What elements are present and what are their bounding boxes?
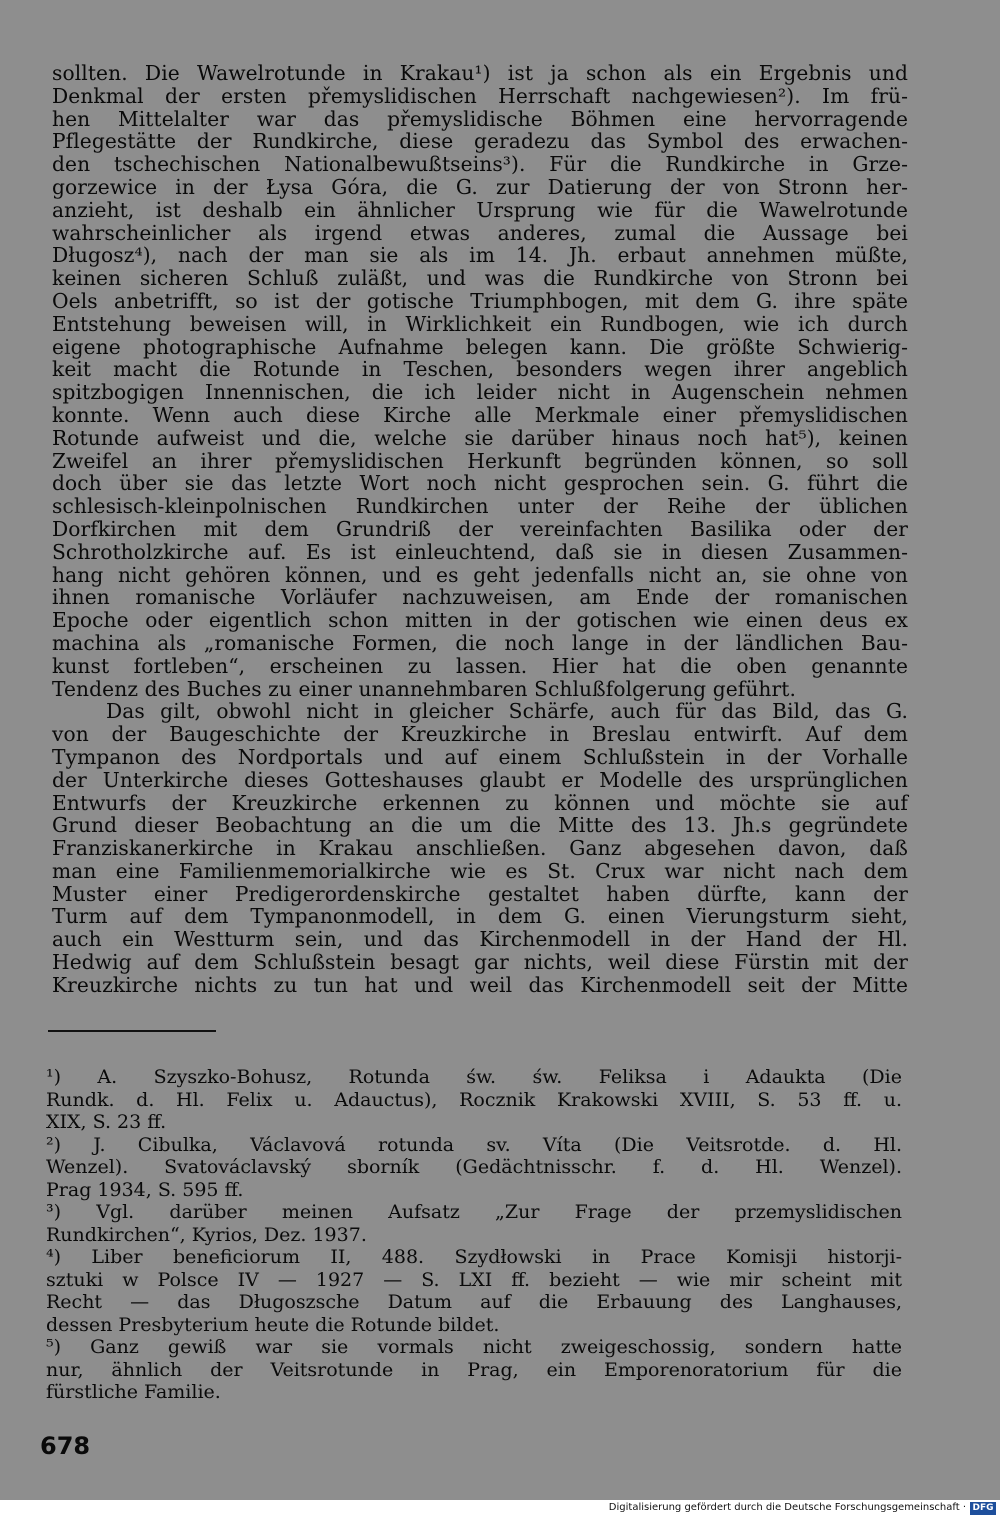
text-line: Entstehung beweisen will, in Wirklichkeit ein Rundbogen, wie ich durch — [52, 311, 908, 336]
text-line: der Unterkirche dieses Gotteshauses glaubt er Modelle des ursprünglichen — [52, 767, 908, 792]
text-line: Muster einer Predigerordenskirche gestaltet haben dürfte, kann der — [52, 881, 908, 906]
footnote-line: ¹) A. Szyszko-Bohusz, Rotunda św. św. Feliksa i Adaukta (Die — [46, 1066, 902, 1088]
text-line: Rotunde aufweist und die, welche sie darüber hinaus noch hat⁵), keinen — [52, 425, 908, 450]
text-line: Turm auf dem Tympanonmodell, in dem G. einen Vierungsturm sieht, — [52, 904, 908, 929]
footnote-line: ⁵) Ganz gewiß war sie vormals nicht zweigeschossig, sondern hatte — [46, 1336, 902, 1358]
footnote-line: Rundk. d. Hl. Felix u. Adauctus), Rocznik Krakowski XVIII, S. 53 ff. u. — [46, 1088, 902, 1111]
dfg-logo-icon: DFG — [970, 1502, 996, 1515]
text-line: ihnen romanische Vorläufer nachzuweisen, am Ende der romanischen — [52, 585, 908, 610]
footnote-line: sztuki w Polsce IV — 1927 — S. LXI ff. bezieht — wie mir scheint mit — [46, 1268, 902, 1291]
footnote-line: Wenzel). Svatováclavský sborník (Gedächtnisschr. f. d. Hl. Wenzel). — [46, 1156, 902, 1178]
footnote-line: ²) J. Cibulka, Václavová rotunda sv. Víta (Die Veitsrotde. d. Hl. — [46, 1133, 902, 1156]
text-line: Długosz⁴), nach der man sie als im 14. Jh. erbaut annehmen müßte, — [52, 243, 908, 268]
text-line: man eine Familienmemorialkirche wie es St. Crux war nicht nach dem — [52, 858, 908, 883]
footnote-line: nur, ähnlich der Veitsrotunde in Prag, ein Emporenoratorium für die — [46, 1358, 902, 1381]
text-line: Tendenz des Buches zu einer unannehmbaren Schlußfolgerung geführt. — [52, 676, 797, 701]
text-line: Hedwig auf dem Schlußstein besagt gar nichts, weil diese Fürstin mit der — [52, 950, 908, 975]
text-line: auch ein Westturm sein, und das Kirchenmodell in der Hand der Hl. — [52, 927, 908, 952]
text-line: Denkmal der ersten přemyslidischen Herrschaft nachgewiesen²). Im frü- — [52, 83, 908, 108]
text-line: doch über sie das letzte Wort noch nicht gesprochen sein. G. führt die — [52, 471, 908, 496]
text-line: den tschechischen Nationalbewußtseins³). Für die Rundkirche in Grze- — [52, 152, 908, 177]
text-line: Epoche oder eigentlich schon mitten in der gotischen wie einen deus ex — [52, 608, 908, 633]
footer-credit-text: Digitalisierung gefördert durch die Deutsche Forschungsgemeinschaft · — [608, 1502, 966, 1513]
text-line: hen Mittelalter war das přemyslidische Böhmen eine hervorragende — [52, 106, 908, 131]
text-line: Pflegestätte der Rundkirche, diese geradezu das Symbol des erwachen- — [52, 129, 908, 154]
text-line: hang nicht gehören können, und es geht jedenfalls nicht an, sie ohne von — [52, 562, 908, 587]
text-line: Dorfkirchen mit dem Grundriß der vereinfachten Basilika oder der — [52, 516, 908, 541]
text-line: eigene photographische Aufnahme belegen kann. Die größte Schwierig- — [52, 334, 908, 359]
text-line: sollten. Die Wawelrotunde in Krakau¹) ist ja schon als ein Ergebnis und — [52, 61, 908, 85]
text-line: Entwurfs der Kreuzkirche erkennen zu können und möchte sie auf — [52, 790, 908, 815]
footnotes-block — [46, 1066, 902, 1404]
footnote-line: Recht — das Długoszsche Datum auf die Erbauung des Langhauses, — [46, 1291, 902, 1313]
digitization-footer — [0, 1500, 1000, 1519]
footnote-line: Rundkirchen“, Kyrios, Dez. 1937. — [46, 1223, 367, 1246]
footnote-line: ⁴) Liber beneficiorum II, 488. Szydłowski in Prace Komisji historji- — [46, 1246, 902, 1268]
text-line: schlesisch-kleinpolnischen Rundkirchen unter der Reihe der üblichen — [52, 494, 908, 519]
page-number: 678 — [40, 1432, 91, 1460]
footnote-line: dessen Presbyterium heute die Rotunde bildet. — [46, 1313, 500, 1336]
footnote-line: Prag 1934, S. 595 ff. — [46, 1178, 244, 1201]
footnote-separator — [48, 1030, 216, 1032]
text-line: keinen sicheren Schluß zuläßt, und was die Rundkirche von Stronn bei — [52, 266, 908, 291]
text-line: kunst fortleben“, erscheinen zu lassen. Hier hat die oben genannte — [52, 653, 908, 678]
text-line: Das gilt, obwohl nicht in gleicher Schärfe, auch für das Bild, das G. — [106, 699, 908, 724]
text-line: gorzewice in der Łysa Góra, die G. zur Datierung der von Stronn her- — [52, 174, 908, 199]
main-text-block — [52, 62, 908, 997]
text-line: Oels anbetrifft, so ist der gotische Triumphbogen, mit dem G. ihre späte — [52, 288, 908, 313]
footnote-line: XIX, S. 23 ff. — [46, 1111, 167, 1133]
text-line: Franziskanerkirche in Krakau anschließen. Ganz abgesehen davon, daß — [52, 836, 908, 861]
text-line: von der Baugeschichte der Kreuzkirche in Breslau entwirft. Auf dem — [52, 722, 908, 747]
footnote-line: fürstliche Familie. — [46, 1381, 221, 1403]
text-line: anzieht, ist deshalb ein ähnlicher Ursprung wie für die Wawelrotunde — [52, 197, 908, 222]
text-line: Kreuzkirche nichts zu tun hat und weil das Kirchenmodell seit der Mitte — [52, 972, 908, 997]
text-line: Tympanon des Nordportals und auf einem Schlußstein in der Vorhalle — [52, 744, 908, 769]
text-line: Schrotholzkirche auf. Es ist einleuchtend, daß sie in diesen Zusammen- — [52, 539, 908, 564]
text-line: konnte. Wenn auch diese Kirche alle Merkmale einer přemyslidischen — [52, 402, 908, 427]
text-line: keit macht die Rotunde in Teschen, besonders wegen ihrer angeblich — [52, 357, 908, 382]
footnote-line: ³) Vgl. darüber meinen Aufsatz „Zur Frage der przemyslidischen — [46, 1201, 902, 1223]
text-line: machina als „romanische Formen, die noch lange in der ländlichen Bau- — [52, 630, 908, 655]
text-line: Zweifel an ihrer přemyslidischen Herkunft begründen können, so soll — [52, 448, 908, 473]
text-line: wahrscheinlicher als irgend etwas anderes, zumal die Aussage bei — [52, 220, 908, 245]
text-line: spitzbogigen Innennischen, die ich leider nicht in Augenschein nehmen — [52, 380, 908, 405]
text-line: Grund dieser Beobachtung an die um die Mitte des 13. Jh.s gegründete — [52, 813, 908, 838]
